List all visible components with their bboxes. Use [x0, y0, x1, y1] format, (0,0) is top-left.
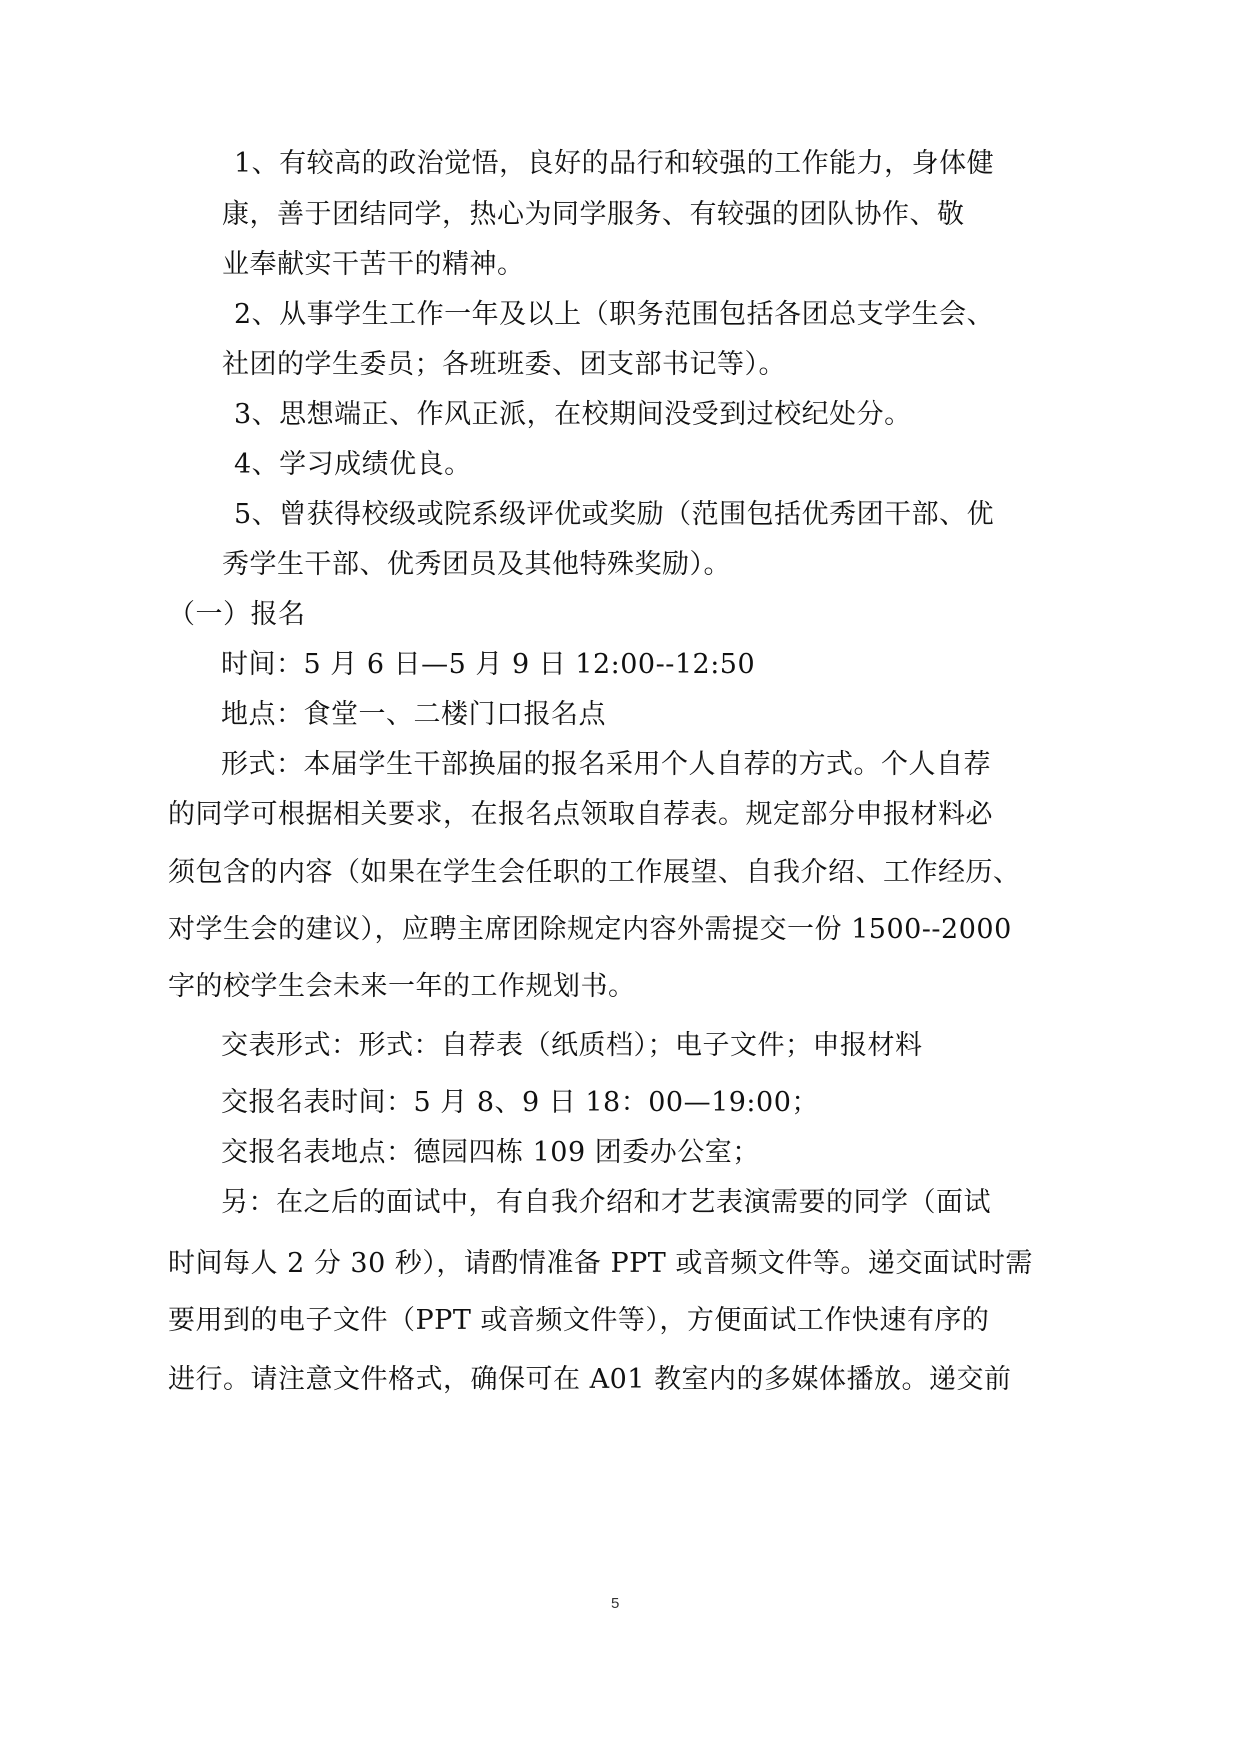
requirement-4-line-1: 4、学习成绩优良。: [234, 449, 472, 480]
requirement-3-line-1: 3、思想端正、作风正派，在校期间没受到过校纪处分。: [234, 399, 912, 430]
requirement-2-line-2: 社团的学生委员；各班班委、团支部书记等）。: [222, 349, 786, 380]
note-line-1: 另：在之后的面试中，有自我介绍和才艺表演需要的同学（面试: [221, 1187, 991, 1218]
requirement-2-line-1: 2、从事学生工作一年及以上（职务范围包括各团总支学生会、: [234, 299, 995, 330]
requirement-1-line-3: 业奉献实干苦干的精神。: [222, 249, 525, 280]
registration-form-line-4: 对学生会的建议），应聘主席团除规定内容外需提交一份 1500--2000: [168, 914, 1012, 945]
registration-time: 时间：5 月 6 日—5 月 9 日 12:00--12:50: [221, 649, 756, 680]
note-line-3: 要用到的电子文件（PPT 或音频文件等），方便面试工作快速有序的: [168, 1305, 990, 1336]
registration-location: 地点：食堂一、二楼门口报名点: [221, 699, 606, 730]
page-number: 5: [611, 1595, 620, 1612]
note-line-4: 进行。请注意文件格式，确保可在 A01 教室内的多媒体播放。递交前: [168, 1364, 1012, 1395]
requirement-1-line-2: 康，善于团结同学，热心为同学服务、有较强的团队协作、敬: [222, 199, 965, 230]
section-heading: （一）报名: [168, 599, 306, 630]
requirement-5-line-1: 5、曾获得校级或院系级评优或奖励（范围包括优秀团干部、优: [234, 499, 995, 530]
registration-form-line-2: 的同学可根据相关要求，在报名点领取自荐表。规定部分申报材料必: [168, 799, 993, 830]
registration-form-line-3: 须包含的内容（如果在学生会任职的工作展望、自我介绍、工作经历、: [168, 857, 1021, 888]
submit-format: 交表形式：形式：自荐表（纸质档）；电子文件；申报材料: [221, 1030, 923, 1061]
registration-form-line-1: 形式：本届学生干部换届的报名采用个人自荐的方式。个人自荐: [221, 749, 991, 780]
submit-location: 交报名表地点：德园四栋 109 团委办公室；: [221, 1137, 760, 1168]
note-line-2: 时间每人 2 分 30 秒），请酌情准备 PPT 或音频文件等。递交面试时需: [168, 1248, 1033, 1279]
requirement-1-line-1: 1、有较高的政治觉悟，良好的品行和较强的工作能力，身体健: [234, 148, 995, 179]
requirement-5-line-2: 秀学生干部、优秀团员及其他特殊奖励）。: [222, 549, 731, 580]
submit-time: 交报名表时间：5 月 8、9 日 18：00—19:00；: [221, 1087, 819, 1118]
registration-form-line-5: 字的校学生会未来一年的工作规划书。: [168, 971, 636, 1002]
